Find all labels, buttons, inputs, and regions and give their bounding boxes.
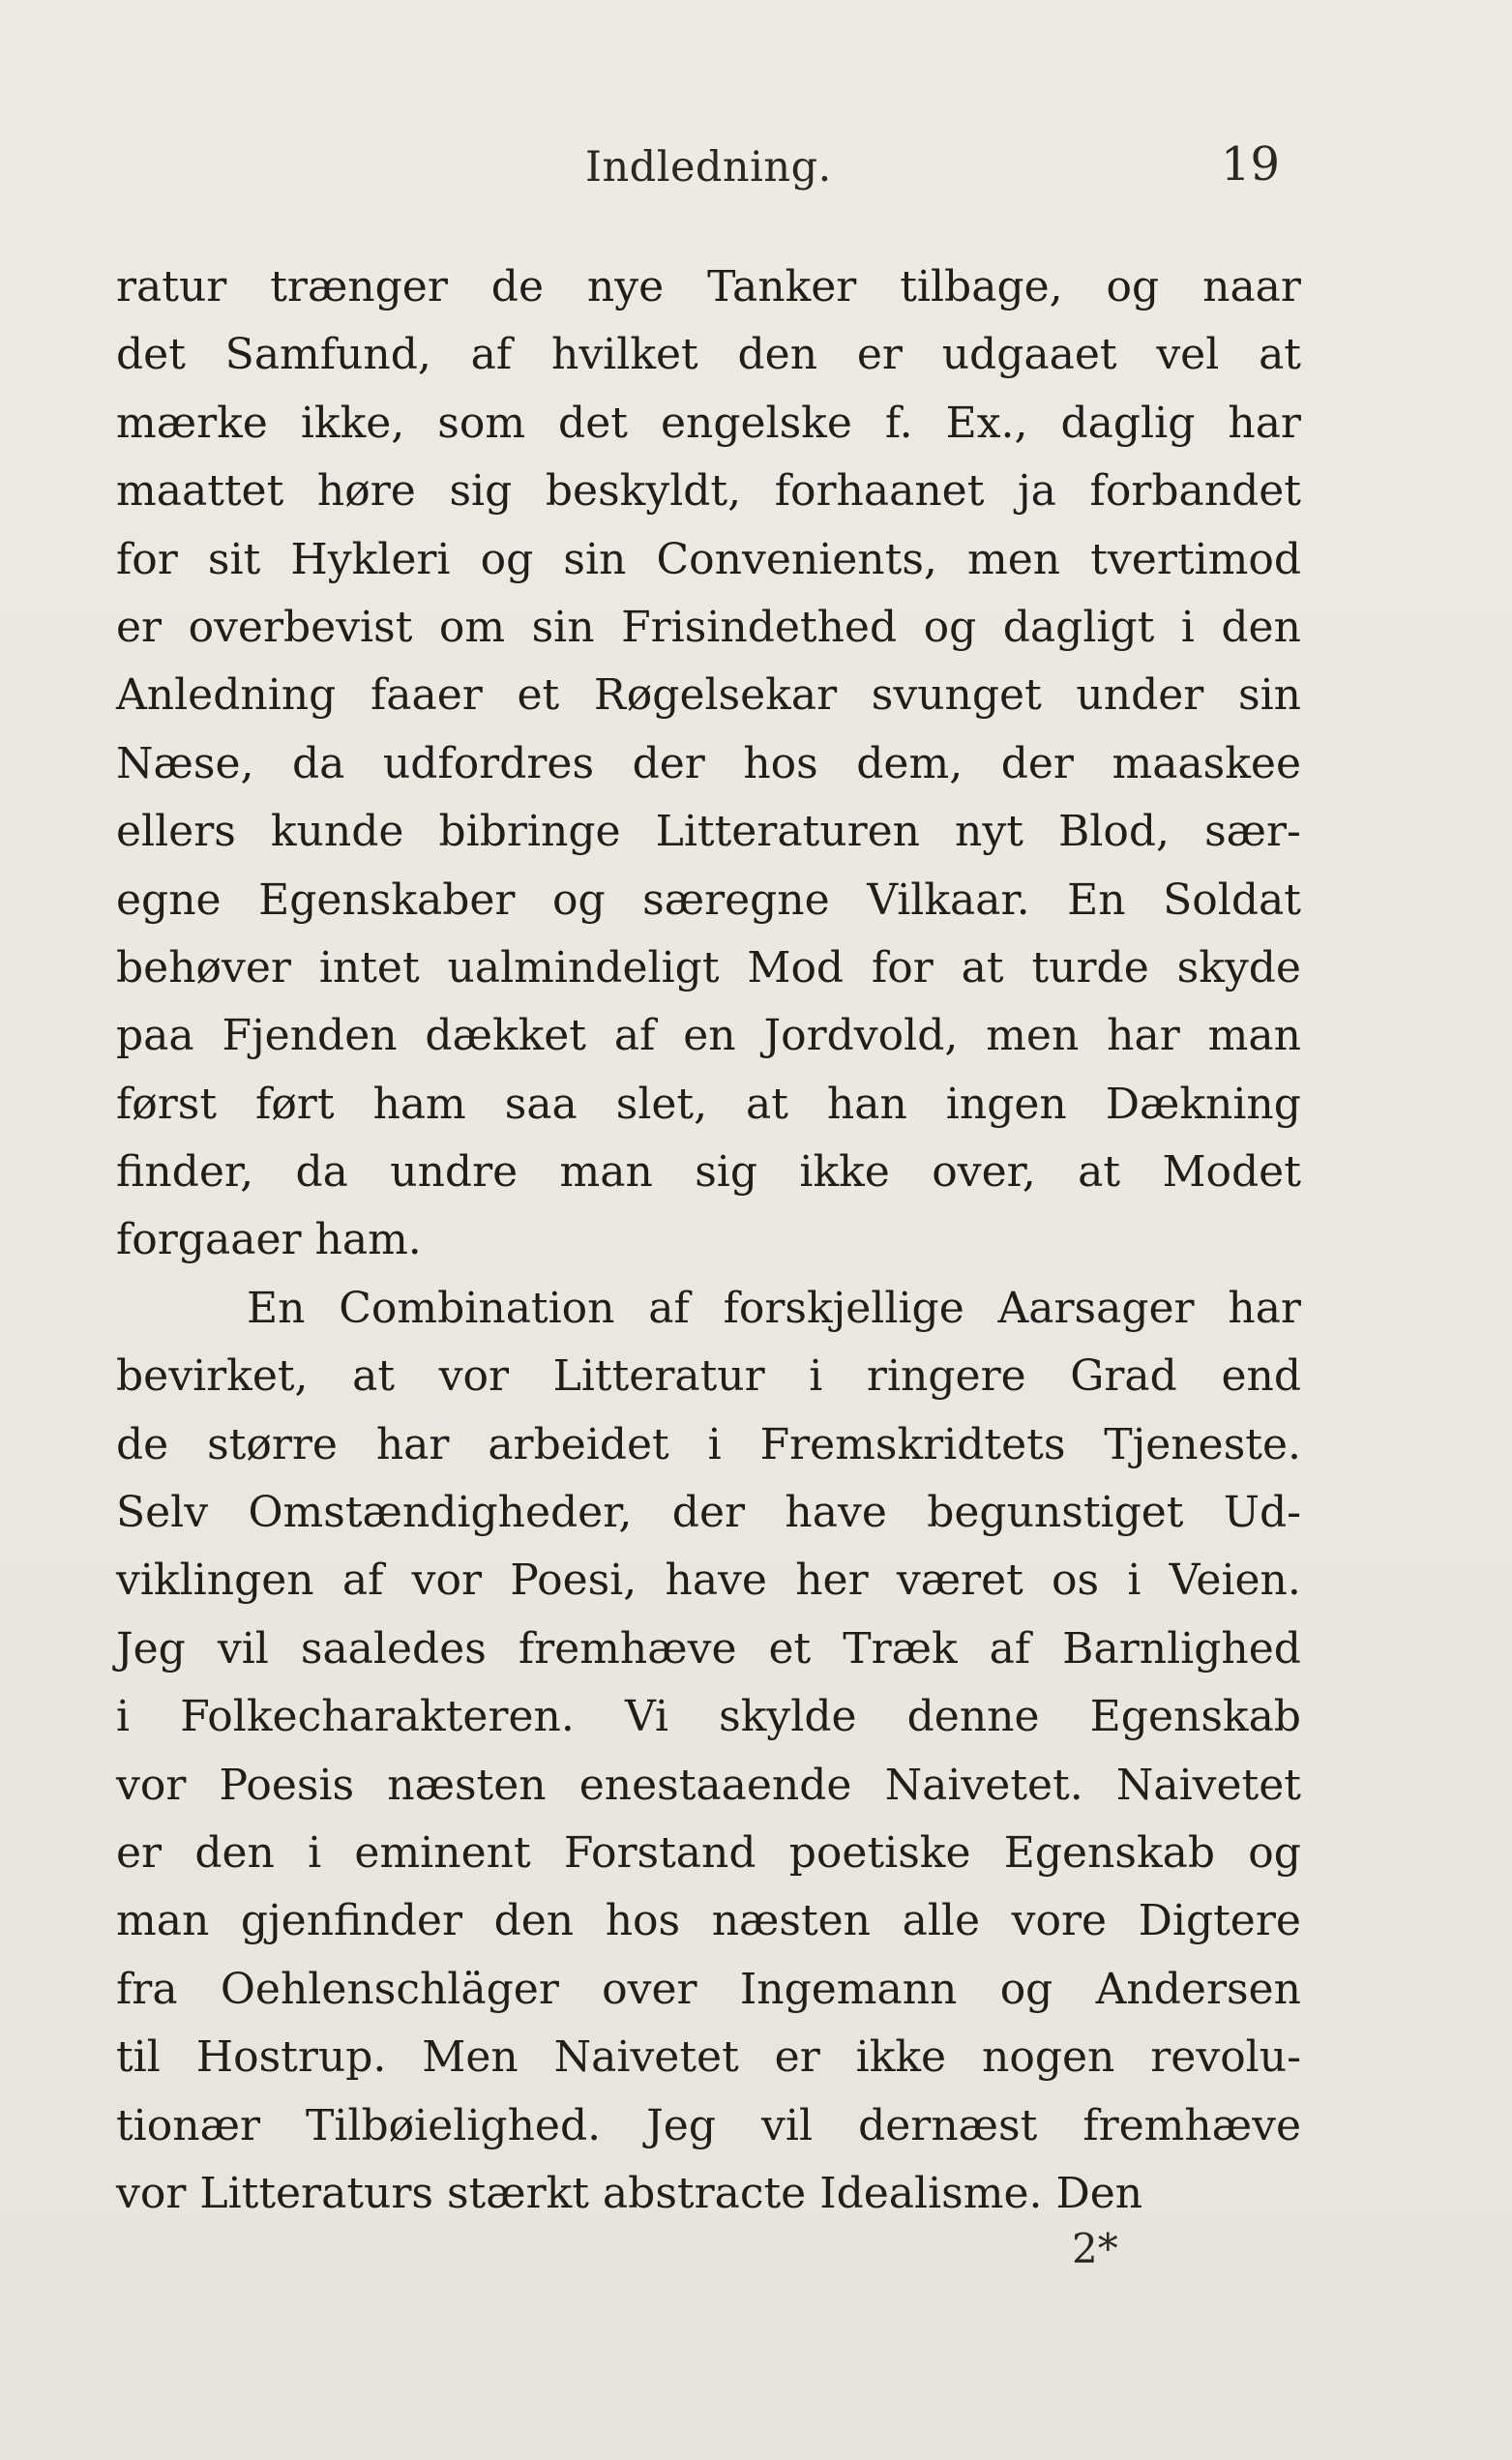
word: i (1180, 602, 1195, 652)
word: behøver (116, 942, 291, 993)
text-line (116, 1615, 1301, 1683)
word: begunstiget (927, 1488, 1184, 1538)
text-line (116, 1820, 1301, 1887)
word: maaskee (1112, 738, 1301, 788)
word: sær- (1204, 807, 1301, 857)
word: tvertimod (1090, 534, 1301, 584)
word: vor (116, 1760, 187, 1810)
word: over, (932, 1147, 1036, 1198)
word: hos (743, 738, 818, 788)
word: og (551, 874, 606, 925)
word: Omstændigheder, (248, 1488, 633, 1538)
word: revolu- (1150, 2032, 1301, 2083)
word: egne (116, 874, 222, 925)
word: der (671, 1488, 746, 1538)
word: for (116, 534, 178, 584)
word: sin (531, 602, 595, 652)
word: Grad (1070, 1351, 1177, 1402)
word: Anledning (116, 670, 337, 721)
word: og (923, 602, 977, 652)
word: at (352, 1351, 396, 1402)
word: i (116, 1692, 131, 1742)
word: har (1228, 398, 1301, 448)
word: Egenskab (1089, 1692, 1301, 1742)
text-line (116, 321, 1301, 389)
word: i (809, 1351, 823, 1402)
word: ingen (945, 1079, 1067, 1129)
word: Ex., (945, 398, 1028, 448)
word: vore (1011, 1896, 1108, 1946)
word: bibringe (438, 807, 621, 857)
word: tionær (116, 2100, 260, 2150)
page-number: 19 (1221, 137, 1281, 192)
word: og (1248, 1827, 1301, 1878)
word: ført (255, 1079, 335, 1129)
word: overbevist (188, 602, 413, 652)
word: dem, (856, 738, 964, 788)
word: da (291, 738, 345, 788)
word: hvilket (550, 330, 698, 380)
word: sin (1238, 670, 1301, 721)
word: sig (449, 466, 513, 517)
word: forskjellige (723, 1283, 964, 1333)
word: ikke (799, 1147, 890, 1198)
text-line (116, 1343, 1301, 1410)
word: fremhæve (518, 1623, 737, 1674)
word: man (116, 1896, 210, 1946)
text-line (116, 390, 1301, 458)
word: skyde (1176, 942, 1301, 993)
word: f. (884, 398, 913, 448)
text-line (116, 2092, 1301, 2160)
word: Røgelsekar (593, 670, 838, 721)
word: sig (695, 1147, 758, 1198)
word: Fremskridtets (759, 1419, 1066, 1469)
text-line (116, 1887, 1301, 1955)
text-line (116, 1275, 1301, 1343)
word: Dækning (1105, 1079, 1301, 1129)
running-head: Indledning. (585, 143, 832, 192)
word: En (247, 1283, 306, 1333)
word: Blod, (1057, 807, 1171, 857)
word: naar (1202, 262, 1301, 311)
text-line (116, 662, 1301, 729)
word: Men (422, 2032, 519, 2083)
word: men (986, 1011, 1080, 1061)
word: og (1106, 262, 1160, 311)
word: næsten (387, 1760, 547, 1810)
word: over (602, 1964, 697, 2014)
word: er (116, 602, 163, 652)
text-line (116, 934, 1301, 1002)
word: Combination (339, 1283, 615, 1333)
signature-mark: 2* (1072, 2225, 1118, 2272)
word: Tanker (707, 262, 857, 311)
word: eminent (354, 1827, 531, 1878)
text-line: forgaaer ham. (116, 1215, 422, 1265)
word: af (648, 1283, 690, 1333)
word: undre (390, 1147, 519, 1198)
word: denne (906, 1692, 1040, 1742)
word: Ingemann (739, 1964, 958, 2014)
word: dagligt (1002, 602, 1155, 652)
word: dernæst (858, 2100, 1038, 2150)
word: Veien. (1169, 1556, 1301, 1606)
word: udfordres (382, 738, 595, 788)
word: poetiske (788, 1827, 971, 1878)
word: gjenfinder (240, 1896, 462, 1946)
word: Litteratur (552, 1351, 765, 1402)
word: Træk (843, 1623, 958, 1674)
word: bevirket, (116, 1351, 309, 1402)
word: i (1127, 1556, 1141, 1606)
word: end (1221, 1351, 1301, 1402)
word: ikke, (300, 398, 405, 448)
word: Samfund, (224, 330, 431, 380)
word: maattet (116, 466, 284, 517)
text-line (116, 458, 1301, 525)
word: de (116, 1419, 169, 1469)
text-line (116, 526, 1301, 594)
word: engelske (660, 398, 852, 448)
word: have (665, 1556, 767, 1606)
word: saaledes (300, 1623, 487, 1674)
word: Fjenden (222, 1011, 398, 1061)
word: et (517, 670, 560, 721)
word: ringere (866, 1351, 1026, 1402)
word: og (999, 1964, 1053, 2014)
word: vil (761, 2100, 814, 2150)
word: Frisindethed (621, 602, 898, 652)
word: Vilkaar. (867, 874, 1030, 925)
word: Oehlenschläger (220, 1964, 559, 2014)
word: Digtere (1138, 1896, 1301, 1946)
word: Barnlighed (1062, 1623, 1301, 1674)
word: af (470, 330, 513, 380)
word: det (116, 330, 186, 380)
word: de (490, 262, 545, 311)
word: af (613, 1011, 656, 1061)
word: af (989, 1623, 1031, 1674)
word: arbeidet (488, 1419, 669, 1469)
word: større (207, 1419, 338, 1469)
word: det (558, 398, 628, 448)
word: beskyldt, (545, 466, 742, 517)
word: faaer (370, 670, 483, 721)
text-line (116, 1752, 1301, 1820)
word: har (1107, 1011, 1180, 1061)
word: fremhæve (1082, 2100, 1301, 2150)
text-line (116, 1002, 1301, 1070)
word: han (826, 1079, 907, 1129)
word: at (746, 1079, 788, 1129)
text-line (116, 1479, 1301, 1547)
word: at (1259, 330, 1301, 380)
word: Convenients, (656, 534, 937, 584)
word: nyt (955, 807, 1023, 857)
word: svunget (871, 670, 1042, 721)
word: er (774, 2032, 820, 2083)
word: dækket (425, 1011, 586, 1061)
word: Hostrup. (195, 2032, 387, 2083)
word: den (737, 330, 818, 380)
word: da (295, 1147, 348, 1198)
word: her (795, 1556, 869, 1606)
word: sit (207, 534, 261, 584)
text-body (116, 253, 1301, 2228)
text-line (116, 1547, 1301, 1615)
word: saa (504, 1079, 578, 1129)
word: trænger (270, 262, 448, 311)
word: Soldat (1163, 874, 1301, 925)
word: nogen (981, 2032, 1115, 2083)
text-line (116, 867, 1301, 934)
word: Aarsager (997, 1283, 1195, 1333)
text-line (116, 253, 1301, 321)
word: der (1000, 738, 1074, 788)
word: Jeg (116, 1623, 186, 1674)
word: en (683, 1011, 736, 1061)
word: ratur (116, 262, 227, 311)
word: Naivetet (553, 2032, 739, 2083)
word: af (341, 1556, 384, 1606)
word: vil (217, 1623, 269, 1674)
text-line: vor Litteraturs stærkt abstracte Idealisme. Den (116, 2168, 1143, 2218)
word: særegne (642, 874, 830, 925)
word: alle (902, 1896, 981, 1946)
word: næsten (711, 1896, 872, 1946)
word: Folkecharakteren. (180, 1692, 575, 1742)
word: været (896, 1556, 1023, 1606)
word: vel (1156, 330, 1220, 380)
word: have (785, 1488, 887, 1538)
word: som (437, 398, 526, 448)
word: turde (1031, 942, 1149, 993)
word: En (1067, 874, 1126, 925)
word: nye (586, 262, 665, 311)
word: finder, (116, 1147, 254, 1198)
word: mærke (116, 398, 268, 448)
word: fra (116, 1964, 178, 2014)
word: Andersen (1095, 1964, 1301, 2014)
word: men (967, 534, 1061, 584)
word: Naivetet (1115, 1760, 1301, 1810)
word: sin (563, 534, 627, 584)
word: under (1076, 670, 1204, 721)
word: man (559, 1147, 653, 1198)
text-line (116, 1956, 1301, 2024)
word: Poesi, (510, 1556, 637, 1606)
word: til (116, 2032, 161, 2083)
word: ellers (116, 807, 236, 857)
word: Mod (747, 942, 845, 993)
word: forbandet (1089, 466, 1301, 517)
word: Tilbøielighed. (306, 2100, 602, 2150)
text-line (116, 1071, 1301, 1139)
word: Hykleri (290, 534, 451, 584)
word: et (768, 1623, 812, 1674)
word: Forstand (563, 1827, 756, 1878)
word: Poesis (219, 1760, 355, 1810)
text-line (116, 1411, 1301, 1479)
word: enestaaende (578, 1760, 852, 1810)
text-line (116, 1139, 1301, 1206)
word: der (632, 738, 705, 788)
word: om (438, 602, 506, 652)
word: udgaaet (941, 330, 1117, 380)
text-line (116, 730, 1301, 798)
text-line (116, 798, 1301, 866)
word: Naivetet. (884, 1760, 1083, 1810)
word: den (194, 1827, 275, 1878)
word: Jordvold, (763, 1011, 959, 1061)
word: vor (438, 1351, 510, 1402)
word: og (480, 534, 534, 584)
word: Næse, (116, 738, 254, 788)
word: slet, (615, 1079, 708, 1129)
word: den (493, 1896, 575, 1946)
word: i (707, 1419, 722, 1469)
text-line (116, 594, 1301, 662)
word: for (871, 942, 934, 993)
word: intet (318, 942, 420, 993)
word: Egenskaber (258, 874, 516, 925)
word: har (375, 1419, 450, 1469)
word: paa (116, 1011, 194, 1061)
word: den (1221, 602, 1301, 652)
word: Vi (624, 1692, 669, 1742)
word: viklingen (116, 1556, 314, 1606)
word: hos (605, 1896, 681, 1946)
word: at (961, 942, 1004, 993)
word: Ud- (1223, 1488, 1301, 1538)
word: Modet (1162, 1147, 1301, 1198)
word: tilbage, (900, 262, 1063, 311)
word: først (116, 1079, 218, 1129)
word: er (856, 330, 903, 380)
word: høre (316, 466, 416, 517)
word: at (1078, 1147, 1121, 1198)
word: Tjeneste. (1104, 1419, 1301, 1469)
word: forhaanet (774, 466, 985, 517)
word: daglig (1060, 398, 1196, 448)
text-line (116, 2024, 1301, 2091)
word: Selv (116, 1488, 209, 1538)
word: skylde (719, 1692, 857, 1742)
word: man (1207, 1011, 1301, 1061)
text-line (116, 1683, 1301, 1751)
word: vor (411, 1556, 483, 1606)
word: har (1228, 1283, 1301, 1333)
word: ikke (855, 2032, 947, 2083)
word: i (308, 1827, 322, 1878)
word: Litteraturen (655, 807, 920, 857)
word: os (1052, 1556, 1100, 1606)
word: Jeg (646, 2100, 716, 2150)
word: kunde (270, 807, 404, 857)
word: ja (1018, 466, 1056, 517)
word: ualmindeligt (447, 942, 720, 993)
word: er (116, 1827, 163, 1878)
word: Egenskab (1003, 1827, 1216, 1878)
word: ham (372, 1079, 466, 1129)
